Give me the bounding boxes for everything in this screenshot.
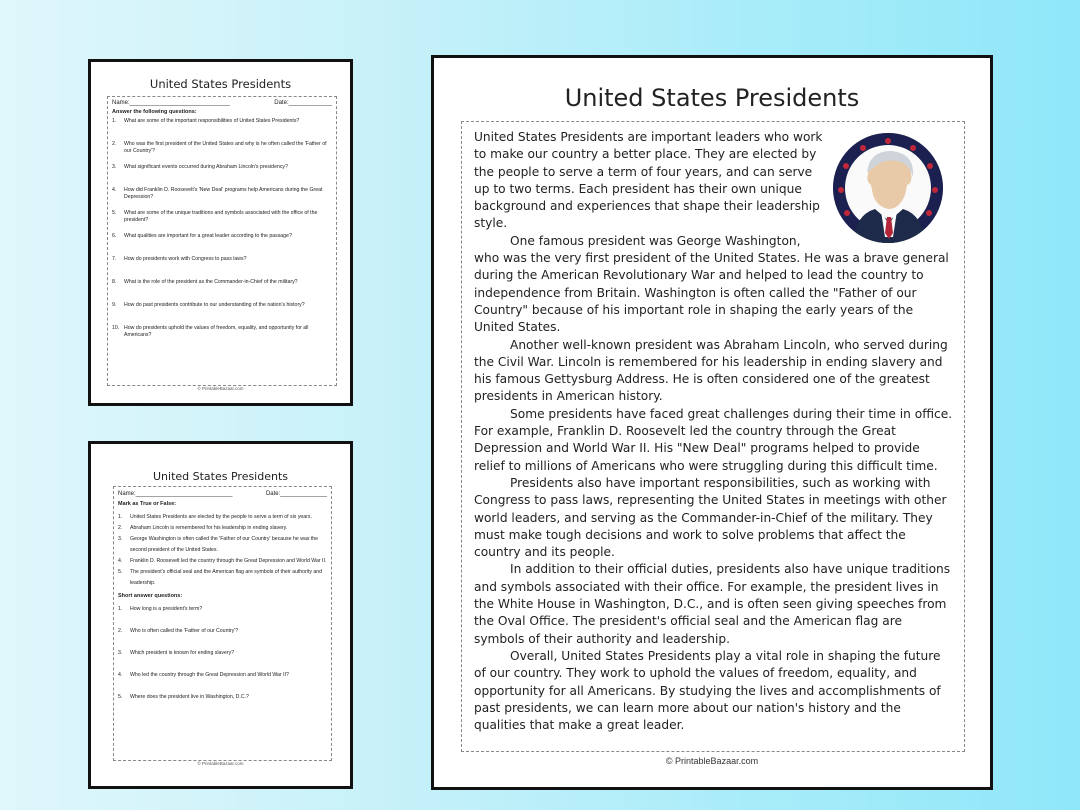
short-answer-item bbox=[118, 626, 327, 648]
item-text: What are some of the unique traditions and symbols associated with the office of the president? bbox=[124, 210, 318, 223]
item-number: 5. bbox=[118, 569, 123, 575]
true-false-item bbox=[118, 567, 327, 589]
item-text: George Washington is often called the 'Father of our Country' because he was the second president of the United States. bbox=[130, 536, 319, 553]
item-number: 8. bbox=[112, 279, 117, 285]
true-false-item bbox=[118, 523, 327, 534]
item-text: Who was the first president of the United States and why is he often called the 'Father of our Country'? bbox=[124, 141, 327, 154]
passage-box bbox=[461, 121, 965, 752]
item-number: 2. bbox=[118, 628, 123, 634]
passage-paragraph: United States Presidents are important leaders who work to make our country a better place. They are elected by the people to serve a term of four years, and can serve up to two terms. Each president has their own unique background and experiences that shape their leadership style. bbox=[474, 130, 823, 231]
item-number: 4. bbox=[118, 672, 123, 678]
passage-text bbox=[474, 129, 954, 734]
worksheet2-content-box bbox=[113, 486, 332, 761]
question-item bbox=[112, 118, 332, 141]
true-false-list bbox=[118, 512, 327, 589]
worksheet2-credit: © PrintableBazaar.com bbox=[197, 761, 244, 766]
item-number: 3. bbox=[118, 650, 123, 656]
item-number: 3. bbox=[112, 164, 117, 170]
worksheet1-title: United States Presidents bbox=[149, 77, 292, 91]
name-field-label: Name:______________________________ bbox=[112, 100, 230, 106]
item-text: What are some of the important responsibilities of United States Presidents? bbox=[124, 118, 300, 124]
worksheet1-content-box bbox=[107, 96, 337, 386]
name-field-label: Name:_____________________________ bbox=[118, 491, 233, 497]
passage-credit: © PrintableBazaar.com bbox=[665, 756, 759, 766]
passage-paragraph: Some presidents have faced great challenges during their time in office. For example, Franklin D. Roosevelt led the country through the Great Depression and World War II. His "New Deal" programs helped to provide relief to millions of Americans who were struggling during this difficult time. bbox=[474, 406, 953, 473]
question-item bbox=[112, 210, 332, 233]
item-text: How long is a president's term? bbox=[130, 606, 203, 612]
question-item bbox=[112, 325, 332, 348]
true-false-item bbox=[118, 556, 327, 567]
passage-paragraph: Another well-known president was Abraham Lincoln, who served during the Civil War. Lincoln is remembered for his leadership in ending slavery and his famous Gettysburg Address. He is often considered one of the greatest presidents in American history. bbox=[474, 337, 948, 404]
short-answer-item bbox=[118, 648, 327, 670]
worksheet1-credit: © PrintableBazaar.com bbox=[197, 386, 244, 391]
item-number: 7. bbox=[112, 256, 117, 262]
short-answer-item bbox=[118, 692, 327, 714]
item-number: 6. bbox=[112, 233, 117, 239]
date-field-label: Date:_____________ bbox=[274, 100, 332, 106]
item-text: Franklin D. Roosevelt led the country through the Great Depression and World War II. bbox=[130, 558, 327, 564]
item-number: 5. bbox=[118, 694, 123, 700]
item-number: 9. bbox=[112, 302, 117, 308]
item-text: What is the role of the president as the Commander-in-Chief of the military? bbox=[124, 279, 298, 285]
true-false-heading: Mark as True or False: bbox=[118, 501, 177, 507]
item-number: 1. bbox=[118, 514, 123, 520]
item-number: 5. bbox=[112, 210, 117, 216]
question-item bbox=[112, 256, 332, 279]
item-number: 10. bbox=[112, 325, 120, 331]
item-text: United States Presidents are elected by the people to serve a term of six years. bbox=[130, 514, 312, 520]
item-text: Who is often called the 'Father of our Country'? bbox=[130, 628, 239, 634]
worksheet-true-false-preview bbox=[88, 441, 353, 789]
item-text: What significant events occurred during Abraham Lincoln's presidency? bbox=[124, 164, 288, 170]
question-list bbox=[112, 118, 332, 348]
passage-paragraph: Presidents also have important responsibilities, such as working with Congress to pass laws, representing the United States in meetings with other world leaders, and serving as the Commander-in-Chief of the military. They must make tough decisions and work to solve problems that affect the country and its people. bbox=[474, 475, 947, 560]
item-text: The president's official seal and the American flag are symbols of their authority and leadership. bbox=[130, 569, 323, 586]
question-item bbox=[112, 302, 332, 325]
true-false-item bbox=[118, 534, 327, 556]
item-number: 3. bbox=[118, 536, 123, 542]
item-number: 4. bbox=[118, 558, 123, 564]
item-text: How do presidents work with Congress to pass laws? bbox=[124, 256, 247, 262]
item-text: How did Franklin D. Roosevelt's 'New Deal' programs help Americans during the Great Depression? bbox=[124, 187, 323, 200]
questions-heading: Answer the following questions: bbox=[112, 109, 197, 115]
item-text: How do past presidents contribute to our understanding of the nation's history? bbox=[124, 302, 305, 308]
name-date-row bbox=[112, 100, 332, 106]
item-text: How do presidents uphold the values of freedom, equality, and opportunity for all Americans? bbox=[124, 325, 309, 338]
short-answer-heading: Short answer questions: bbox=[118, 593, 183, 599]
short-answer-item bbox=[118, 604, 327, 626]
question-item bbox=[112, 141, 332, 164]
question-item bbox=[112, 233, 332, 256]
item-number: 4. bbox=[112, 187, 117, 193]
item-text: Abraham Lincoln is remembered for his leadership in ending slavery. bbox=[130, 525, 288, 531]
true-false-item bbox=[118, 512, 327, 523]
item-number: 2. bbox=[112, 141, 117, 147]
item-text: What qualities are important for a great leader according to the passage? bbox=[124, 233, 292, 239]
passage-paragraph: In addition to their official duties, presidents also have unique traditions and symbols associated with their office. For example, the president lives in the White House in Washington, D.C., and is often seen giving speeches from the Oval Office. The president's official seal and the American flag are symbols of their authority and leadership. bbox=[474, 562, 951, 646]
worksheet2-title: United States Presidents bbox=[152, 470, 289, 483]
item-text: Who led the country through the Great Depression and World War II? bbox=[130, 672, 289, 678]
item-number: 1. bbox=[112, 118, 117, 124]
item-number: 2. bbox=[118, 525, 123, 531]
short-answer-list bbox=[118, 604, 327, 714]
item-text: Which president is known for ending slavery? bbox=[130, 650, 235, 656]
question-item bbox=[112, 187, 332, 210]
passage-paragraph: One famous president was George Washington, who was the very first president of the United States. He was a brave general during the American Revolutionary War and helped to lead the country to independence from Britain. Washington is often called the "Father of our Country" because of his important role in shaping the early years of the United States. bbox=[474, 233, 949, 335]
reading-passage-page bbox=[431, 55, 993, 790]
passage-paragraph: Overall, United States Presidents play a vital role in shaping the future of our country. They work to uphold the values of freedom, equality, and opportunity for all Americans. By studying the lives and accomplishments of past presidents, we can learn more about our nation's history and the qualities that make a great leader. bbox=[474, 648, 941, 733]
short-answer-item bbox=[118, 670, 327, 692]
worksheet-questions-preview bbox=[88, 59, 353, 406]
name-date-row bbox=[118, 491, 327, 497]
question-item bbox=[112, 279, 332, 302]
question-item bbox=[112, 164, 332, 187]
date-field-label: Date:______________ bbox=[265, 491, 327, 497]
item-number: 1. bbox=[118, 606, 123, 612]
item-text: Where does the president live in Washington, D.C.? bbox=[130, 694, 249, 700]
passage-title: United States Presidents bbox=[564, 84, 860, 112]
